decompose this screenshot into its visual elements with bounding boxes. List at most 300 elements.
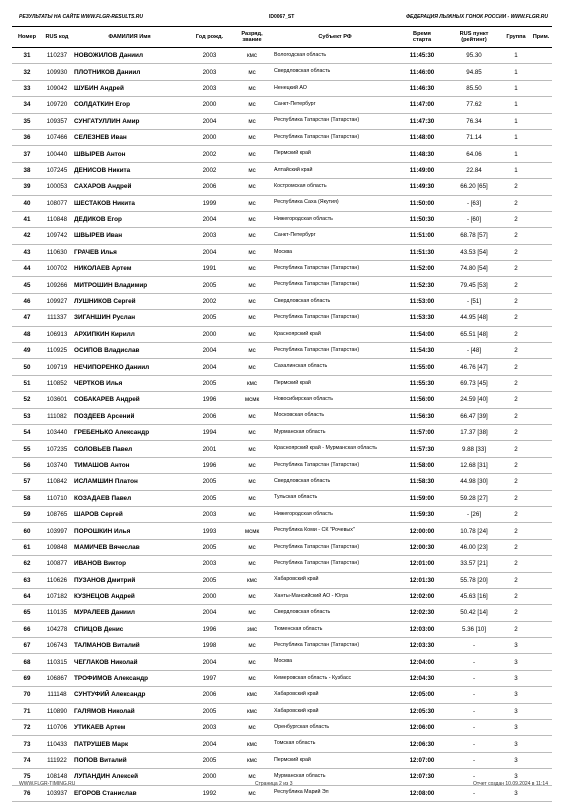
- name-cell: ДЕДИКОВ Егор: [72, 211, 187, 227]
- rank-cell: мс: [232, 474, 272, 490]
- notes-cell: [530, 195, 552, 211]
- region-cell: Московская область: [272, 408, 398, 424]
- rus-code-cell: 104278: [42, 621, 72, 637]
- rus-code-cell: 106743: [42, 638, 72, 654]
- number-cell: 59: [12, 506, 42, 522]
- name-cell: ШВЫРЕВ Иван: [72, 228, 187, 244]
- group-cell: 1: [502, 162, 530, 178]
- number-cell: 32: [12, 64, 42, 80]
- rus-points-cell: -: [446, 703, 502, 719]
- group-cell: 1: [502, 80, 530, 96]
- region-cell: Тюменская область: [272, 621, 398, 637]
- start-time-cell: 12:03:00: [398, 621, 446, 637]
- region-cell: Санкт-Петербург: [272, 228, 398, 244]
- group-cell: 2: [502, 375, 530, 391]
- region-cell: Республика Татарстан (Татарстан): [272, 129, 398, 145]
- notes-cell: [530, 441, 552, 457]
- rus-points-cell: 66.47 [39]: [446, 408, 502, 424]
- number-cell: 62: [12, 556, 42, 572]
- name-cell: ИСЛАМШИН Платон: [72, 474, 187, 490]
- name-cell: ПОЗДЕЕВ Арсений: [72, 408, 187, 424]
- group-cell: 2: [502, 343, 530, 359]
- rus-points-cell: - [51]: [446, 293, 502, 309]
- birth-year-cell: 2000: [187, 129, 232, 145]
- rus-code-cell: 109927: [42, 293, 72, 309]
- rus-points-cell: -: [446, 654, 502, 670]
- number-cell: 38: [12, 162, 42, 178]
- region-cell: Оренбургская область: [272, 720, 398, 736]
- group-cell: 1: [502, 146, 530, 162]
- rus-code-cell: 109742: [42, 228, 72, 244]
- number-cell: 44: [12, 261, 42, 277]
- rus-points-cell: 68.78 [57]: [446, 228, 502, 244]
- table-row: [12, 310, 552, 326]
- table-row: [12, 48, 552, 64]
- notes-cell: [530, 539, 552, 555]
- number-cell: 61: [12, 539, 42, 555]
- col-rus-points-header: RUS пункт (рейтинг): [446, 27, 502, 48]
- table-row: [12, 228, 552, 244]
- rus-code-cell: 109848: [42, 539, 72, 555]
- rus-code-cell: 103440: [42, 424, 72, 440]
- start-time-cell: 12:06:00: [398, 720, 446, 736]
- name-cell: ПОПОВ Виталий: [72, 752, 187, 768]
- name-cell: СЕЛЕЗНЕВ Иван: [72, 129, 187, 145]
- start-time-cell: 11:48:30: [398, 146, 446, 162]
- table-row: [12, 687, 552, 703]
- rank-cell: мс: [232, 310, 272, 326]
- birth-year-cell: 2006: [187, 408, 232, 424]
- rus-code-cell: 109719: [42, 359, 72, 375]
- notes-cell: [530, 146, 552, 162]
- notes-cell: [530, 474, 552, 490]
- rus-points-cell: 45.63 [16]: [446, 588, 502, 604]
- region-cell: Санкт-Петербург: [272, 97, 398, 113]
- name-cell: ЛУШНИКОВ Сергей: [72, 293, 187, 309]
- region-cell: Ханты-Мансийский АО - Югра: [272, 588, 398, 604]
- rank-cell: мс: [232, 670, 272, 686]
- start-time-cell: 11:57:30: [398, 441, 446, 457]
- rus-points-cell: 69.73 [45]: [446, 375, 502, 391]
- name-cell: СОЛДАТКИН Егор: [72, 97, 187, 113]
- rus-points-cell: -: [446, 752, 502, 768]
- rus-points-cell: 94.85: [446, 64, 502, 80]
- rank-cell: мс: [232, 408, 272, 424]
- rus-code-cell: 106913: [42, 326, 72, 342]
- group-cell: 3: [502, 687, 530, 703]
- region-cell: Свердловская область: [272, 293, 398, 309]
- start-time-cell: 11:50:00: [398, 195, 446, 211]
- rus-points-cell: -: [446, 769, 502, 785]
- number-cell: 55: [12, 441, 42, 457]
- rank-cell: мс: [232, 211, 272, 227]
- start-time-cell: 11:50:30: [398, 211, 446, 227]
- name-cell: ОСИПОВ Владислав: [72, 343, 187, 359]
- notes-cell: [530, 424, 552, 440]
- birth-year-cell: 1992: [187, 785, 232, 801]
- table-row: [12, 523, 552, 539]
- region-cell: Свердловская область: [272, 474, 398, 490]
- rus-points-cell: 22.84: [446, 162, 502, 178]
- region-cell: Вологодская область: [272, 48, 398, 64]
- rank-cell: мс: [232, 261, 272, 277]
- name-cell: СПИЦОВ Денис: [72, 621, 187, 637]
- rus-points-cell: 33.57 [21]: [446, 556, 502, 572]
- rus-code-cell: 103937: [42, 785, 72, 801]
- number-cell: 57: [12, 474, 42, 490]
- rank-cell: мс: [232, 146, 272, 162]
- rank-cell: мсмк: [232, 523, 272, 539]
- region-cell: Пермский край: [272, 752, 398, 768]
- start-time-cell: 12:00:00: [398, 523, 446, 539]
- rus-code-cell: 109042: [42, 80, 72, 96]
- rank-cell: кмс: [232, 703, 272, 719]
- group-cell: 2: [502, 211, 530, 227]
- birth-year-cell: 1996: [187, 457, 232, 473]
- notes-cell: [530, 293, 552, 309]
- group-cell: 2: [502, 179, 530, 195]
- name-cell: ТИМАШОВ Антон: [72, 457, 187, 473]
- birth-year-cell: 2003: [187, 64, 232, 80]
- birth-year-cell: 2004: [187, 654, 232, 670]
- birth-year-cell: 1994: [187, 424, 232, 440]
- name-cell: ЛУПАНДИН Алексей: [72, 769, 187, 785]
- col-number-header: Номер: [12, 27, 42, 48]
- number-cell: 72: [12, 720, 42, 736]
- region-cell: Мурманская область: [272, 424, 398, 440]
- rus-points-cell: 76.34: [446, 113, 502, 129]
- group-cell: 2: [502, 588, 530, 604]
- name-cell: СУНТУФИЙ Александр: [72, 687, 187, 703]
- table-row: [12, 424, 552, 440]
- rank-cell: мс: [232, 244, 272, 260]
- region-cell: Республика Татарстан (Татарстан): [272, 277, 398, 293]
- notes-cell: [530, 720, 552, 736]
- rank-cell: змс: [232, 621, 272, 637]
- rus-code-cell: 108077: [42, 195, 72, 211]
- start-time-cell: 11:54:00: [398, 326, 446, 342]
- rank-cell: мс: [232, 638, 272, 654]
- birth-year-cell: 2005: [187, 752, 232, 768]
- rus-code-cell: 107182: [42, 588, 72, 604]
- rus-points-cell: 46.76 [47]: [446, 359, 502, 375]
- col-rus-code-header: RUS код: [42, 27, 72, 48]
- start-time-cell: 11:59:00: [398, 490, 446, 506]
- birth-year-cell: 2006: [187, 179, 232, 195]
- region-cell: Республика Татарстан (Татарстан): [272, 310, 398, 326]
- table-row: [12, 179, 552, 195]
- rus-code-cell: 111082: [42, 408, 72, 424]
- name-cell: КОЗАДАЕВ Павел: [72, 490, 187, 506]
- rank-cell: мс: [232, 785, 272, 801]
- start-time-cell: 11:53:00: [398, 293, 446, 309]
- group-cell: 2: [502, 277, 530, 293]
- rus-code-cell: 110630: [42, 244, 72, 260]
- rus-code-cell: 103601: [42, 392, 72, 408]
- birth-year-cell: 2001: [187, 441, 232, 457]
- group-cell: 3: [502, 785, 530, 801]
- notes-cell: [530, 605, 552, 621]
- start-time-cell: 12:05:00: [398, 687, 446, 703]
- col-name-header: ФАМИЛИЯ Имя: [72, 27, 187, 48]
- group-cell: 2: [502, 195, 530, 211]
- rus-points-cell: -: [446, 687, 502, 703]
- number-cell: 31: [12, 48, 42, 64]
- group-cell: 2: [502, 457, 530, 473]
- number-cell: 52: [12, 392, 42, 408]
- group-cell: 2: [502, 261, 530, 277]
- group-cell: 2: [502, 605, 530, 621]
- notes-cell: [530, 80, 552, 96]
- rus-points-cell: 24.59 [40]: [446, 392, 502, 408]
- rus-points-cell: 64.06: [446, 146, 502, 162]
- footer-page-number: Страница 2 из 3: [255, 781, 293, 787]
- rank-cell: мс: [232, 162, 272, 178]
- notes-cell: [530, 211, 552, 227]
- name-cell: НОВОЖИЛОВ Даниил: [72, 48, 187, 64]
- table-row: [12, 261, 552, 277]
- rus-code-cell: 110890: [42, 703, 72, 719]
- number-cell: 50: [12, 359, 42, 375]
- group-cell: 2: [502, 392, 530, 408]
- table-row: [12, 80, 552, 96]
- notes-cell: [530, 457, 552, 473]
- name-cell: САХАРОВ Андрей: [72, 179, 187, 195]
- notes-cell: [530, 97, 552, 113]
- start-time-cell: 12:06:30: [398, 736, 446, 752]
- table-row: [12, 195, 552, 211]
- region-cell: Сахалинская область: [272, 359, 398, 375]
- start-time-cell: 11:59:30: [398, 506, 446, 522]
- group-cell: 2: [502, 556, 530, 572]
- rank-cell: мс: [232, 64, 272, 80]
- rank-cell: кмс: [232, 375, 272, 391]
- header-event-id: ID0067_ST: [269, 14, 295, 20]
- number-cell: 51: [12, 375, 42, 391]
- birth-year-cell: 2003: [187, 720, 232, 736]
- group-cell: 2: [502, 359, 530, 375]
- start-time-cell: 11:58:00: [398, 457, 446, 473]
- rus-points-cell: -: [446, 670, 502, 686]
- start-time-cell: 12:04:00: [398, 654, 446, 670]
- birth-year-cell: 2006: [187, 687, 232, 703]
- rus-code-cell: 110315: [42, 654, 72, 670]
- rus-code-cell: 111337: [42, 310, 72, 326]
- start-time-cell: 11:47:30: [398, 113, 446, 129]
- rus-points-cell: 5.36 [10]: [446, 621, 502, 637]
- group-cell: 3: [502, 752, 530, 768]
- region-cell: Хабаровский край: [272, 572, 398, 588]
- rus-points-cell: 44.98 [30]: [446, 474, 502, 490]
- group-cell: 3: [502, 703, 530, 719]
- rus-points-cell: 65.51 [48]: [446, 326, 502, 342]
- birth-year-cell: 2000: [187, 97, 232, 113]
- group-cell: 2: [502, 621, 530, 637]
- number-cell: 34: [12, 97, 42, 113]
- name-cell: ТАЛМАНОВ Виталий: [72, 638, 187, 654]
- region-cell: Республика Саха (Якутия): [272, 195, 398, 211]
- notes-cell: [530, 670, 552, 686]
- name-cell: ДЕНИСОВ Никита: [72, 162, 187, 178]
- number-cell: 42: [12, 228, 42, 244]
- rank-cell: мс: [232, 343, 272, 359]
- region-cell: Пермский край: [272, 146, 398, 162]
- group-cell: 2: [502, 572, 530, 588]
- rus-code-cell: 100702: [42, 261, 72, 277]
- name-cell: ЧЕРТКОВ Илья: [72, 375, 187, 391]
- start-time-cell: 11:55:30: [398, 375, 446, 391]
- rus-points-cell: 59.28 [27]: [446, 490, 502, 506]
- table-row: [12, 375, 552, 391]
- group-cell: 2: [502, 506, 530, 522]
- start-time-cell: 11:49:30: [398, 179, 446, 195]
- region-cell: Новосибирская область: [272, 392, 398, 408]
- group-cell: 2: [502, 310, 530, 326]
- table-row: [12, 457, 552, 473]
- name-cell: НИКОЛАЕВ Артем: [72, 261, 187, 277]
- name-cell: ШУБИН Андрей: [72, 80, 187, 96]
- group-cell: 3: [502, 638, 530, 654]
- notes-cell: [530, 588, 552, 604]
- rank-cell: мс: [232, 720, 272, 736]
- footer-report-created: Отчет создан 10.09.2024 в 11:14: [473, 781, 548, 787]
- number-cell: 71: [12, 703, 42, 719]
- notes-cell: [530, 752, 552, 768]
- start-time-cell: 11:54:30: [398, 343, 446, 359]
- rus-points-cell: 85.50: [446, 80, 502, 96]
- notes-cell: [530, 638, 552, 654]
- region-cell: Республика Татарстан (Татарстан): [272, 539, 398, 555]
- rus-points-cell: 17.37 [38]: [446, 424, 502, 440]
- region-cell: Хабаровский край: [272, 687, 398, 703]
- notes-cell: [530, 359, 552, 375]
- notes-cell: [530, 277, 552, 293]
- number-cell: 40: [12, 195, 42, 211]
- rank-cell: мс: [232, 293, 272, 309]
- table-row: [12, 605, 552, 621]
- table-row: [12, 326, 552, 342]
- group-cell: 3: [502, 654, 530, 670]
- region-cell: Нижегородская область: [272, 506, 398, 522]
- notes-cell: [530, 228, 552, 244]
- number-cell: 35: [12, 113, 42, 129]
- name-cell: АРХИПКИН Кирилл: [72, 326, 187, 342]
- region-cell: Республика Татарстан (Татарстан): [272, 556, 398, 572]
- number-cell: 74: [12, 752, 42, 768]
- name-cell: КУЗНЕЦОВ Андрей: [72, 588, 187, 604]
- rus-code-cell: 110135: [42, 605, 72, 621]
- rank-cell: мс: [232, 97, 272, 113]
- rus-code-cell: 110626: [42, 572, 72, 588]
- table-row: [12, 703, 552, 719]
- name-cell: ПАТРУШЕВ Марк: [72, 736, 187, 752]
- start-time-cell: 12:07:30: [398, 769, 446, 785]
- rus-code-cell: 108765: [42, 506, 72, 522]
- notes-cell: [530, 179, 552, 195]
- rank-cell: мс: [232, 588, 272, 604]
- table-row: [12, 785, 552, 801]
- notes-cell: [530, 654, 552, 670]
- region-cell: Республика Татарстан (Татарстан): [272, 457, 398, 473]
- group-cell: 1: [502, 97, 530, 113]
- rank-cell: мс: [232, 441, 272, 457]
- rank-cell: мс: [232, 424, 272, 440]
- rus-code-cell: 103740: [42, 457, 72, 473]
- rus-points-cell: 55.78 [20]: [446, 572, 502, 588]
- number-cell: 70: [12, 687, 42, 703]
- notes-cell: [530, 572, 552, 588]
- rank-cell: мс: [232, 228, 272, 244]
- name-cell: ЗИГАНШИН Руслан: [72, 310, 187, 326]
- table-header-row: [12, 27, 552, 48]
- name-cell: ЕГОРОВ Станислав: [72, 785, 187, 801]
- notes-cell: [530, 375, 552, 391]
- table-row: [12, 621, 552, 637]
- rus-code-cell: 107235: [42, 441, 72, 457]
- number-cell: 68: [12, 654, 42, 670]
- rank-cell: мс: [232, 556, 272, 572]
- group-cell: 2: [502, 293, 530, 309]
- number-cell: 45: [12, 277, 42, 293]
- rank-cell: мс: [232, 769, 272, 785]
- rus-code-cell: 110433: [42, 736, 72, 752]
- notes-cell: [530, 129, 552, 145]
- number-cell: 69: [12, 670, 42, 686]
- notes-cell: [530, 556, 552, 572]
- number-cell: 67: [12, 638, 42, 654]
- group-cell: 2: [502, 490, 530, 506]
- table-row: [12, 572, 552, 588]
- number-cell: 49: [12, 343, 42, 359]
- group-cell: 2: [502, 244, 530, 260]
- number-cell: 65: [12, 605, 42, 621]
- rus-points-cell: -: [446, 720, 502, 736]
- rus-code-cell: 109930: [42, 64, 72, 80]
- birth-year-cell: 2004: [187, 211, 232, 227]
- group-cell: 2: [502, 474, 530, 490]
- col-region-header: Субъект РФ: [272, 27, 398, 48]
- start-list-table: [12, 26, 552, 802]
- table-row: [12, 97, 552, 113]
- start-time-cell: 12:02:30: [398, 605, 446, 621]
- rus-code-cell: 100053: [42, 179, 72, 195]
- table-row: [12, 654, 552, 670]
- name-cell: ГРАЧЕВ Илья: [72, 244, 187, 260]
- rank-cell: мс: [232, 179, 272, 195]
- rus-points-cell: 71.14: [446, 129, 502, 145]
- rus-code-cell: 108148: [42, 769, 72, 785]
- region-cell: Москва: [272, 244, 398, 260]
- rus-code-cell: 103997: [42, 523, 72, 539]
- birth-year-cell: 2005: [187, 474, 232, 490]
- group-cell: 2: [502, 539, 530, 555]
- birth-year-cell: 2004: [187, 113, 232, 129]
- start-time-cell: 11:49:00: [398, 162, 446, 178]
- table-row: [12, 736, 552, 752]
- name-cell: ПЛОТНИКОВ Даниил: [72, 64, 187, 80]
- name-cell: ШЕСТАКОВ Никита: [72, 195, 187, 211]
- rus-code-cell: 107466: [42, 129, 72, 145]
- birth-year-cell: 2005: [187, 572, 232, 588]
- rus-code-cell: 110852: [42, 375, 72, 391]
- number-cell: 63: [12, 572, 42, 588]
- region-cell: Алтайский край: [272, 162, 398, 178]
- header-results-site: РЕЗУЛЬТАТЫ НА САЙТЕ WWW.FLGR-RESULTS.RU: [19, 14, 143, 20]
- rus-points-cell: - [63]: [446, 195, 502, 211]
- birth-year-cell: 2003: [187, 228, 232, 244]
- group-cell: 1: [502, 113, 530, 129]
- start-time-cell: 11:48:00: [398, 129, 446, 145]
